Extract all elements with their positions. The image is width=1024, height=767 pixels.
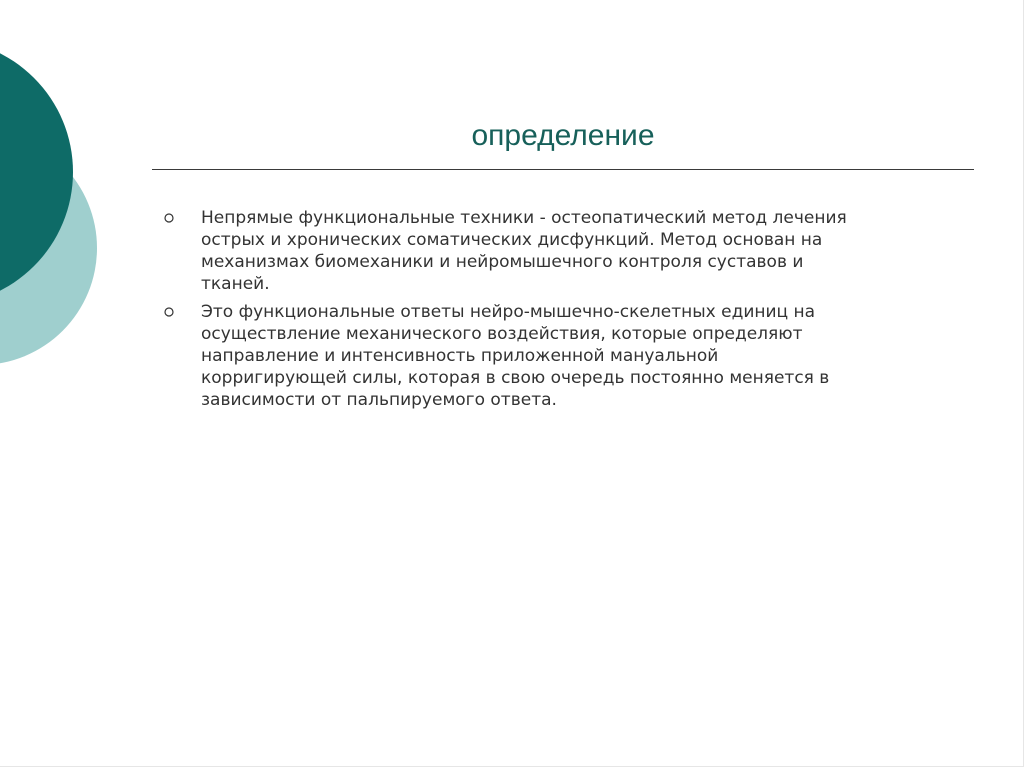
hollow-circle-bullet-icon [163, 212, 175, 224]
decorative-circles [0, 0, 120, 420]
bullet-text: Непрямые функциональные техники - остеопатический метод лечения острых и хронических соматических дисфункций. Метод основан на механизмах биомеханики и нейромышечного контроля суставов и тканей. [201, 208, 847, 294]
bullet-text: Это функциональные ответы нейро-мышечно-скелетных единиц на осуществление механического воздействия, которые определяют направление и интенсивность приложенной мануальной корригирующей силы, которая в свою очередь постоянно меняется в зависимости от пальпируемого ответа. [201, 302, 830, 410]
hollow-circle-bullet-icon [163, 306, 175, 318]
slide-title: определение [471, 119, 655, 152]
bullet-item [160, 301, 960, 411]
bullet-item [160, 207, 960, 295]
bullet-list [160, 207, 960, 417]
title-divider [152, 169, 974, 170]
